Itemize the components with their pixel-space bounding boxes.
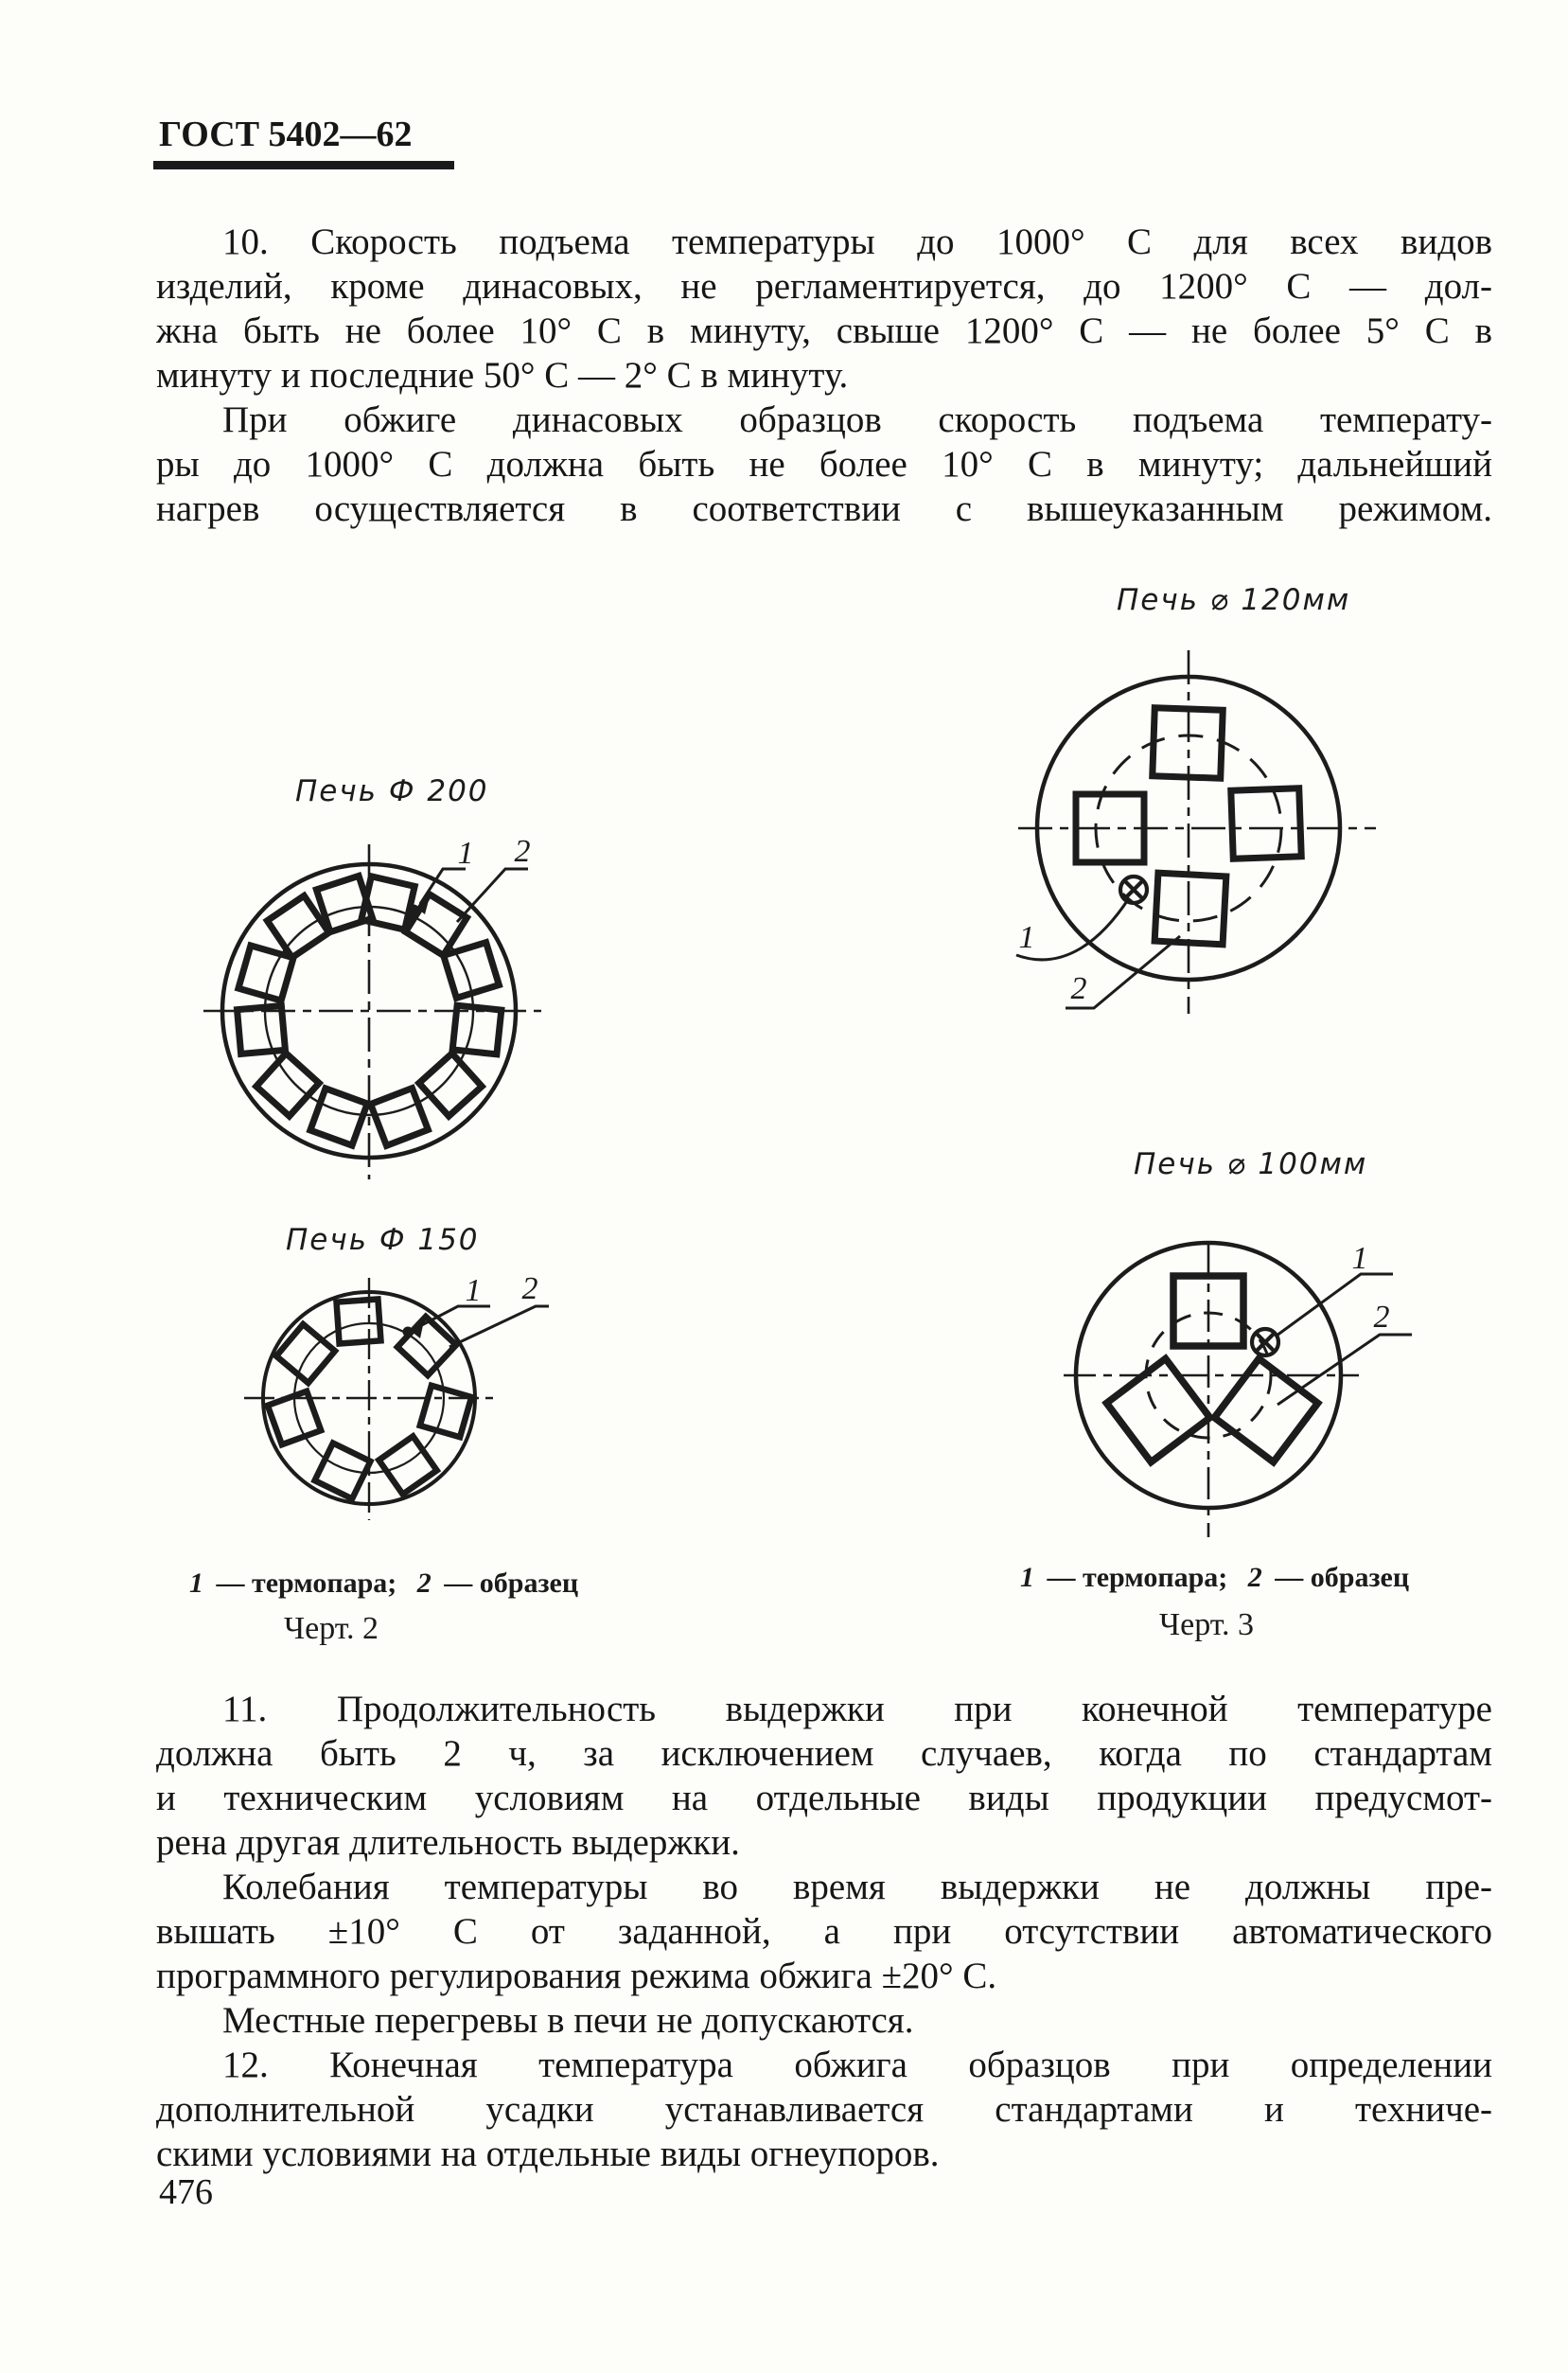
figure-caption-3: Черт. 3 xyxy=(1159,1607,1255,1642)
header-underline xyxy=(153,161,454,169)
body-line: Колебания температуры во время выдержки не должны пре- xyxy=(222,1867,1492,1907)
callout-1: 1 xyxy=(1018,920,1035,955)
body-line: должна быть 2 ч, за исключением случаев, когда по стандартам xyxy=(156,1733,1492,1774)
body-line: вышать ±10° С от заданной, а при отсутствии автоматического xyxy=(156,1911,1492,1952)
body-line: 10. Скорость подъема температуры до 1000° С для всех видов xyxy=(222,221,1492,262)
callout-1: 1 xyxy=(1351,1241,1368,1276)
body-line: скими условиями на отдельные виды огнеупоров. xyxy=(156,2134,940,2174)
legend-number: 1 xyxy=(1020,1562,1034,1593)
figure-title-f150: Печь Ф 150 xyxy=(286,1223,480,1257)
figure-title-f120: Печь ⌀ 120мм xyxy=(1117,583,1351,617)
callout-2: 2 xyxy=(1373,1300,1390,1335)
leader-line-2 xyxy=(457,869,528,922)
legend-number: 1 xyxy=(189,1567,203,1599)
figure-title-f100: Печь ⌀ 100мм xyxy=(1134,1147,1368,1181)
sample-squares xyxy=(1106,1276,1317,1462)
paragraph-10b xyxy=(156,398,1492,531)
legend-text: — образец xyxy=(1275,1562,1410,1593)
body-line: 12. Конечная температура обжига образцов при определении xyxy=(222,2045,1492,2085)
leader-line-2 xyxy=(1277,1335,1412,1405)
body-line: минуту и последние 50° С — 2° С в минуту. xyxy=(156,355,849,396)
callout-2: 2 xyxy=(1070,971,1087,1006)
legend-number: 2 xyxy=(1247,1562,1262,1593)
furnace-120-drawing xyxy=(1016,650,1376,1014)
figure-legend-right xyxy=(1020,1562,1409,1594)
body-line: программного регулирования режима обжига ±20° С. xyxy=(156,1956,997,1996)
callout-2: 2 xyxy=(514,834,531,869)
figure-legend-left xyxy=(189,1567,578,1600)
body-line: и техническим условиям на отдельные виды продукции предусмот- xyxy=(156,1778,1492,1818)
furnace-150-drawing xyxy=(244,1278,549,1520)
furnace-100-diagram xyxy=(1060,1231,1419,1552)
standard-number: ГОСТ 5402—62 xyxy=(159,115,413,154)
furnace-100-drawing xyxy=(1064,1243,1412,1537)
furnace-200-drawing xyxy=(203,844,541,1179)
body-line: жна быть не более 10° С в минуту, свыше 1200° С — не более 5° С в xyxy=(156,310,1492,351)
callout-1: 1 xyxy=(465,1273,482,1308)
paragraph-11 xyxy=(156,1687,1492,1865)
paragraph-11c xyxy=(156,1998,1492,2043)
body-line: При обжиге динасовых образцов скорость подъема температу- xyxy=(222,399,1492,440)
body-line: ры до 1000° С должна быть не более 10° С в минуту; дальнейший xyxy=(156,444,1492,485)
body-line: нагрев осуществляется в соответствии с вышеуказанным режимом. xyxy=(156,488,1492,529)
body-line: 11. Продолжительность выдержки при конечной температуре xyxy=(222,1689,1492,1729)
callout-2: 2 xyxy=(521,1271,538,1306)
thermocouple-dot xyxy=(408,905,420,917)
legend-text: — термопара; xyxy=(1047,1562,1228,1593)
furnace-150-diagram xyxy=(237,1259,558,1543)
leader-line-2 xyxy=(449,1306,549,1347)
legend-number: 2 xyxy=(416,1567,432,1599)
paragraph-10 xyxy=(156,220,1492,398)
body-line: дополнительной усадки устанавливается стандартами и техниче- xyxy=(156,2089,1492,2130)
body-line: изделий, кроме динасовых, не регламентируется, до 1200° С — дол- xyxy=(156,266,1492,307)
callout-1: 1 xyxy=(457,836,474,871)
paragraph-12 xyxy=(156,2043,1492,2176)
thermocouple-symbol xyxy=(1120,877,1147,903)
furnace-120-diagram xyxy=(1003,639,1401,1036)
page-number: 476 xyxy=(159,2172,213,2212)
paragraph-11b xyxy=(156,1865,1492,1998)
thermocouple-dot xyxy=(403,1327,414,1337)
body-line: Местные перегревы в печи не допускаются. xyxy=(222,2000,914,2041)
furnace-200-diagram xyxy=(189,814,568,1212)
figure-caption-2: Черт. 2 xyxy=(284,1611,379,1646)
legend-text: — термопара; xyxy=(216,1567,397,1599)
legend-text: — образец xyxy=(444,1567,579,1599)
body-line: рена другая длительность выдержки. xyxy=(156,1822,740,1863)
figure-title-f200: Печь Ф 200 xyxy=(295,774,489,808)
